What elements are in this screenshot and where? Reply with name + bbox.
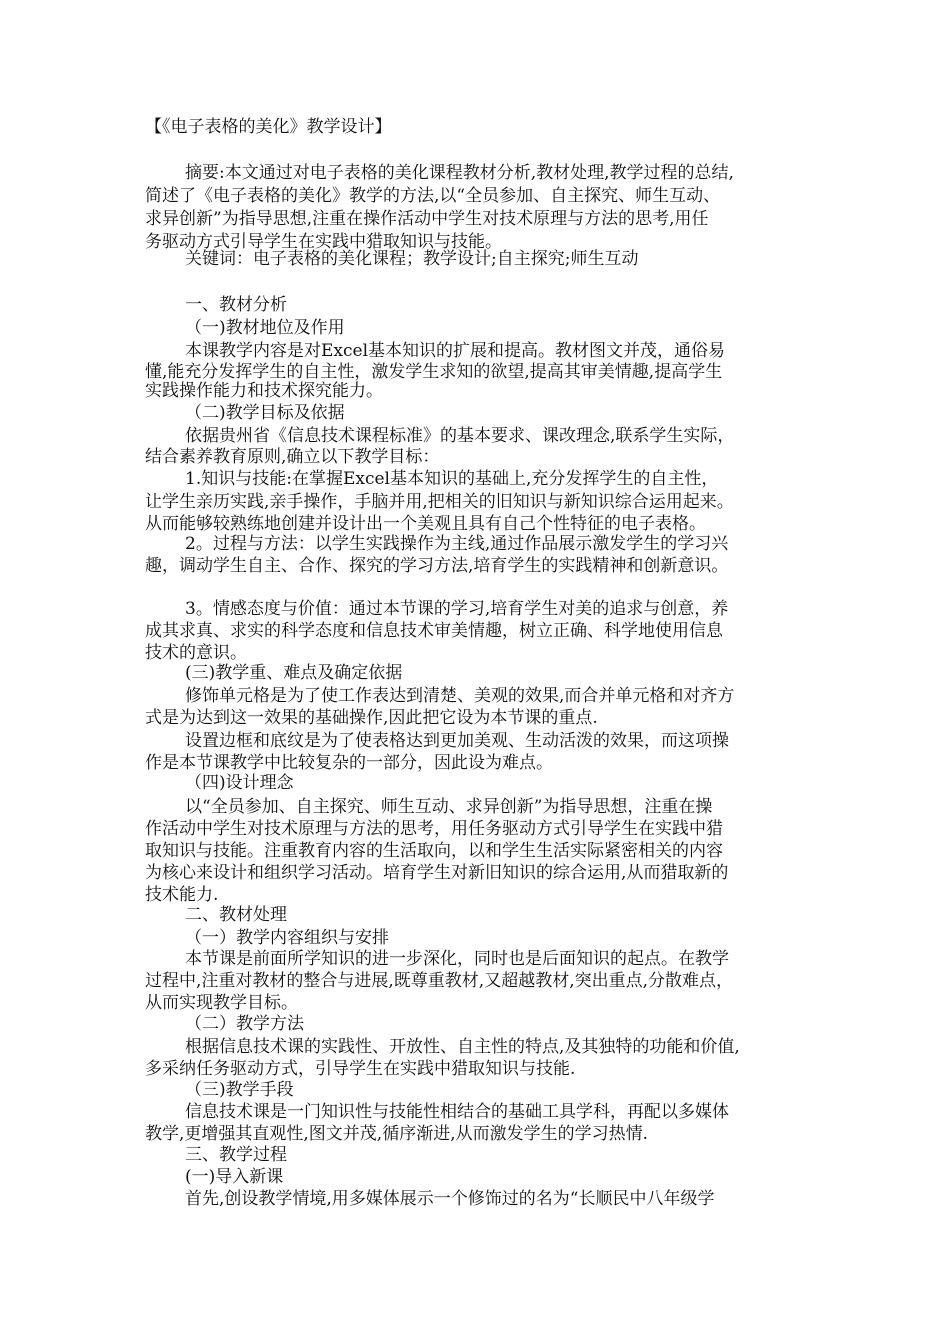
text-line: 为核心来设计和组织学习活动。培育学生对新旧知识的综合运用,从而猎取新的 <box>145 863 729 883</box>
subsection-heading: (一)导入新课 <box>185 1167 284 1187</box>
text-line: 信息技术课是一门知识性与技能性相结合的基础工具学科，再配以多媒体 <box>185 1102 729 1122</box>
text-line: 成其求真、求实的科学态度和信息技术审美情趣，树立正确、科学地使用信息 <box>145 621 723 641</box>
subsection-heading: （一)教材地位及作用 <box>185 318 345 338</box>
subsection-heading: （二)教学目标及依据 <box>185 403 345 423</box>
text-line: 让学生亲历实践,亲手操作，手脑并用,把相关的旧知识与新知识综合运用起来。 <box>145 492 734 512</box>
text-line: 求异创新”为指导思想,注重在操作活动中学生对技术原理与方法的思考,用任 <box>145 209 709 229</box>
text-line: 修饰单元格是为了使工作表达到清楚、美观的效果,而合并单元格和对齐方 <box>185 686 735 706</box>
text-line: 结合素养教育原则,确立以下教学目标： <box>145 447 440 467</box>
text-line: 技术能力. <box>145 885 219 905</box>
subsection-heading: （四)设计理念 <box>185 773 294 793</box>
section-heading: 三、教学过程 <box>185 1145 287 1165</box>
text-line: 教学,更增强其直观性,图文并茂,循序渐进,从而激发学生的学习热情. <box>145 1124 649 1144</box>
text-line: 式是为达到这一效果的基础操作,因此把它设为本节课的重点. <box>145 708 598 728</box>
text-line: 取知识与技能。注重教育内容的生活取向，以和学生生活实际紧密相关的内容 <box>145 841 723 861</box>
text-line: 1.知识与技能:在掌握Excel基本知识的基础上,充分发挥学生的自主性， <box>185 469 719 489</box>
text-line: 关键词：电子表格的美化课程；教学设计;自主探究;师生互动 <box>185 249 639 269</box>
text-line: 作活动中学生对技术原理与方法的思考，用任务驱动方式引导学生在实践中猎 <box>145 819 723 839</box>
subsection-heading: (三)教学重、难点及确定依据 <box>185 663 403 683</box>
document-title: 【《电子表格的美化》教学设计】 <box>145 117 392 137</box>
text-line: 本节课是前面所学知识的进一步深化，同时也是后面知识的起点。在教学 <box>185 949 729 969</box>
text-line: 3。情感态度与价值：通过本节课的学习,培育学生对美的追求与创意，养 <box>185 599 729 619</box>
text-line: 2。过程与方法：以学生实践操作为主线,通过作品展示激发学生的学习兴 <box>185 534 729 554</box>
text-line: 多采纳任务驱动方式，引导学生在实践中猎取知识与技能. <box>145 1059 576 1079</box>
text-line: 首先,创设教学情境,用多媒体展示一个修饰过的名为“长顺民中八年级学 <box>185 1189 715 1209</box>
text-line: 务驱动方式引导学生在实践中猎取知识与技能。 <box>145 232 502 252</box>
section-heading: 一、教材分析 <box>185 295 287 315</box>
text-line: 摘要:本文通过对电子表格的美化课程教材分析,教材处理,教学过程的总结, <box>185 163 734 183</box>
text-line: 过程中,注重对教材的整合与进展,既尊重教材,又超越教材,突出重点,分散难点， <box>145 971 734 991</box>
text-line: 本课教学内容是对Excel基本知识的扩展和提高。教材图文并茂，通俗易 <box>185 341 726 361</box>
subsection-heading: （二）教学方法 <box>185 1014 304 1034</box>
text-line: 趣，调动学生自主、合作、探究的学习方法,培育学生的实践精神和创新意识。 <box>145 556 729 576</box>
text-line: 从而实现教学目标。 <box>145 993 298 1013</box>
text-line: 作是本节课教学中比较复杂的一部分，因此设为难点。 <box>145 753 553 773</box>
text-line: 技术的意识。 <box>145 643 247 663</box>
subsection-heading: （三)教学手段 <box>185 1080 294 1100</box>
text-line: 懂,能充分发挥学生的自主性，激发学生求知的欲望,提高其审美情趣,提高学生 <box>145 362 723 382</box>
text-line: 依据贵州省《信息技术课程标准》的基本要求、课改理念,联系学生实际， <box>185 426 735 446</box>
text-line: 实践操作能力和技术探究能力。 <box>145 381 383 401</box>
text-line: 设置边框和底纹是为了使表格达到更加美观、生动活泼的效果，而这项操 <box>185 731 729 751</box>
section-heading: 二、教材处理 <box>185 905 287 925</box>
text-line: 根据信息技术课的实践性、开放性、自主性的特点,及其独特的功能和价值, <box>185 1037 740 1057</box>
text-line: 以“全员参加、自主探究、师生互动、求异创新”为指导思想，注重在操 <box>185 797 713 817</box>
text-line: 从而能够较熟练地创建并设计出一个美观且具有自己个性特征的电子表格。 <box>145 514 706 534</box>
text-line: 简述了《电子表格的美化》教学的方法,以“全员参加、自主探究、师生互动、 <box>145 186 721 206</box>
subsection-heading: （一）教学内容组织与安排 <box>185 928 389 948</box>
